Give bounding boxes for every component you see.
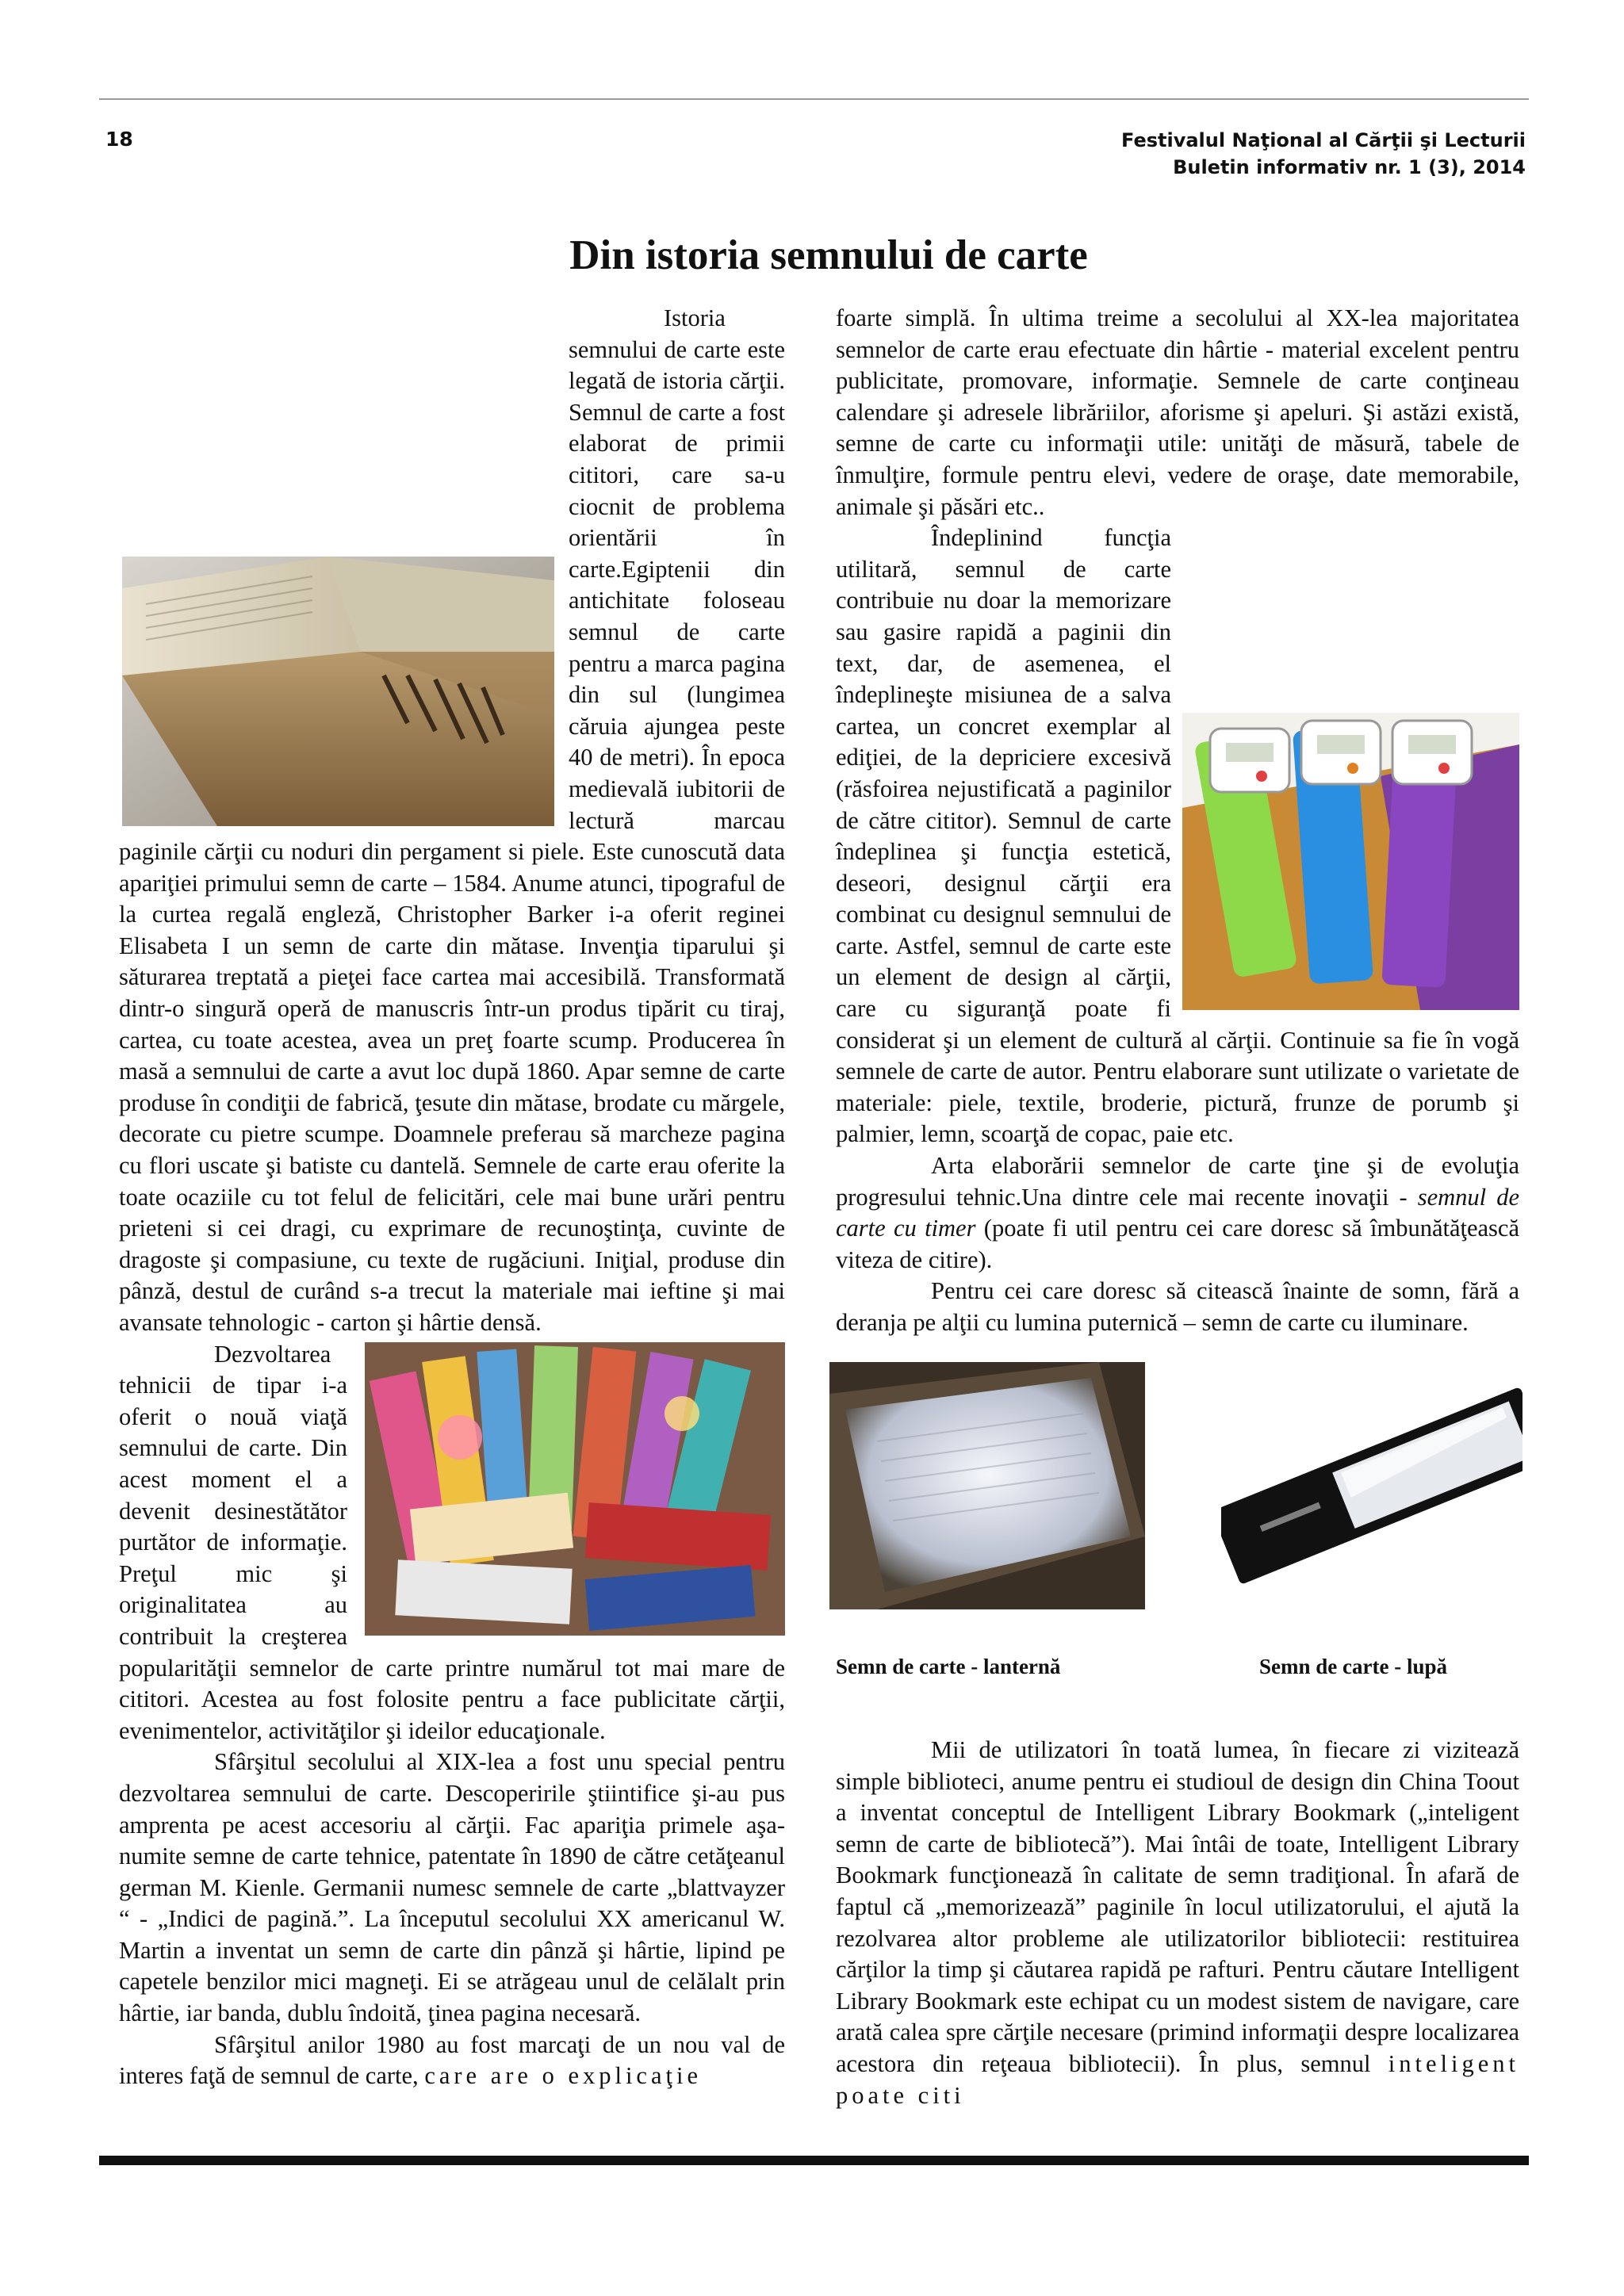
- lantern-bookmark-image: [829, 1362, 1145, 1609]
- timer-bookmark-image: [1182, 713, 1519, 1010]
- magnifier-bookmark-photo: [1221, 1362, 1522, 1609]
- bookmarks-collection-photo: [365, 1342, 785, 1636]
- magnifier-bookmark-image: [1221, 1362, 1522, 1609]
- left-paragraph-2-text: Dezvoltarea tehnicii de tipar i-a oferit o nouă viaţă semnului de carte. Din acest moment el a devenit desinestătător purtător de informaţie. Preţul mic şi originalitatea au contribuit la creşterea popularităţii semnelor de carte printre numărul tot mai mare de cititori. Acestea au fost folosite pentru a face publicitate cărţii, evenimentelor, activităţilor şi ideilor educaţionale.: [119, 1340, 785, 1744]
- right-paragraph-4: Pentru cei care doresc să citească înainte de somn, fără a deranja pe alţii cu lumina puternică – semn de carte cu iluminare.: [836, 1277, 1519, 1336]
- lantern-bookmark-photo: [829, 1362, 1145, 1609]
- timer-bookmark-photo: [1182, 713, 1519, 1010]
- right-paragraph-1: foarte simplă. În ultima treime a secolului al XX-lea majoritatea semnelor de carte erau efectuate din hârtie - material excelent pentru publicitate, promovare, informaţie. Semnele de carte conţineau calendare şi adresele librăriilor, aforisme şi apeluri. Şi astăzi există, semne de carte cu informaţii utile: unităţi de măsură, tabele de înmulţire, formule pentru elevi, vedere de oraşe, date memorabile, animale şi păsări etc..: [836, 304, 1519, 520]
- right-paragraph-3-end: (poate fi util pentru cei care doresc să îmbunătăţească viteza de citire).: [836, 1215, 1519, 1273]
- left-paragraph-2: [119, 1339, 785, 1747]
- right-paragraph-5-start: Mii de utilizatori în toată lumea, în fiecare zi vizitează simple biblioteci, anume pentru ei studioul de design din China Toout a inventat conceptul de Intelligent Library Bookmark („inteligent semn de carte de bibliotecă”). Mai întâi de toate, Intelligent Library Bookmark funcţionează în calitate de semn tradiţional. În afară de faptul că „memorizează” paginile în locul utilizatorului, el ajută la rezolvarea altor probleme ale utilizatorilor bibliotecii: restituirea cărţilor la timp şi căutarea rapidă pe rafturi. Pentru căutare Intelligent Library Bookmark este echipat cu un modest sistem de navigare, care arată calea spre cărţile necesare (primind informaţii despre localizarea acestora din reţeaua bibliotecii). În plus, semnul: [836, 1736, 1519, 2077]
- right-paragraph-5: [836, 1735, 1519, 2111]
- left-paragraph-3: Sfârşitul secolului al XIX-lea a fost unu special pentru dezvoltarea semnului de carte. Descoperirile ştiintifice şi-au pus amprenta pe acest accesoriu al cărţii. Fac apariţia primele aşa-numite semne de carte tehnice, patentate în 1890 de către cetăţeanul german M. Kienle. Germanii numesc semnele de carte „blattvayzer “ - „Indici de pagină.”. La începutul secolului XX americanul W. Martin a inventat un semn de carte din pânză şi hârtie, lipind pe capetele benzilor mici magneţi. Ei se atrăgeau unul de celălalt prin hârtie, iar banda, dublu îndoită, ţinea pagina necesară.: [119, 1748, 785, 2027]
- page-number: 18: [105, 128, 133, 151]
- old-book-image: [122, 557, 554, 826]
- right-paragraph-2-text: Îndeplinind funcţia utilitară, semnul de carte contribuie nu doar la memorizare sau gasire rapidă a paginii din text, dar, de asemenea, el îndeplineşte misiunea de a salva cartea, un concret exemplar al ediţiei, de la depriciere excesivă (răsfoirea nejustificată a paginilor de către cititor). Semnul de carte îndeplinea şi funcţia estetică, deseori, designul cărţii era combinat cu designul semnului de carte. Astfel, semnul de carte este un element de design al cărţii, care cu siguranţă poate fi considerat şi un element de cultură al cărţii. Continuie sa fie în vogă semnele de carte de autor. Pentru elaborare sunt utilizate o varietate de materiale: piele, textile, broderie, pictură, frunze de porumb şi palmier, lemn, scoarţă de copac, paie etc.: [836, 524, 1519, 1148]
- publication-header: [1121, 127, 1526, 181]
- left-column: [119, 303, 785, 2092]
- bottom-rule: [99, 2156, 1529, 2165]
- lantern-caption: Semn de carte - lanternă: [836, 1655, 1061, 1678]
- bulletin-info: Buletin informativ nr. 1 (3), 2014: [1173, 156, 1526, 178]
- left-paragraph-1: Istoria semnului de carte este legată de istoria cărţii. Semnul de carte a fost elaborat de primii cititori, care sa-u ciocnit de problema orientării în carte.Egiptenii din antichitate foloseau semnul de carte pentru a marca pagina din sul (lungimea căruia ajungea peste 40 de metri). În epoca medievală iubitorii de lectură marcau paginile cărţii cu noduri din pergament si piele. Este cunoscută data apariţiei primului semn de carte – 1584. Anume atunci, tipograful de la curtea regală engleză, Christopher Barker i-a oferit reginei Elisabeta I un semn de carte din mătase. Invenţia tiparului şi săturarea treptată a pieţei face cartea mai accesibilă. Transformată dintr-o singură operă de manuscris într-un produs tipărit cu tiraj, cartea, cu toate acestea, avea un preţ foarte scump. Producerea în masă a semnului de carte a avut loc după 1860. Apar semne de carte produse în condiţii de fabrică, ţesute din mătase, brodate cu mărgele, decorate cu pietre scumpe. Doamnele preferau să marcheze pagina cu flori uscate şi batiste cu dantelă. Semnele de carte erau oferite la toate ocaziile cu tot felul de felicitări, cele mai bune urări pentru prieteni si cei dragi, cu exprimare de recunoştinţa, cuvinte de dragoste şi compasiune, cu texte de rugăciuni. Iniţial, produse din pânză, destul de curând s-a trecut la materiale mai ieftine şi mai avansate tehnologic - carton şi hârtie densă.: [119, 304, 785, 1336]
- article-title: Din istoria semnului de carte: [569, 232, 1088, 278]
- magnifier-caption: Semn de carte - lupă: [1259, 1655, 1447, 1678]
- top-rule: [99, 98, 1529, 100]
- left-paragraph-4-start: Sfârşitul anilor 1980 au fost marcaţi de un nou val de interes faţă de semnul de carte,: [119, 2030, 785, 2090]
- publication-title: Festivalul Naţional al Cărţii şi Lecturii: [1121, 129, 1526, 151]
- left-paragraph-4-end: care are o explicaţie: [424, 2062, 702, 2090]
- right-column: [836, 303, 1519, 1339]
- right-paragraph-3: [836, 1150, 1519, 1276]
- right-bottom-column: [836, 1735, 1519, 2111]
- bookmarks-collection-image: [365, 1342, 785, 1636]
- right-paragraph-3-start: Arta elaborării semnelor de carte ţine şi de evoluţia progresului tehnic.Una dintre cele mai recente inovaţii -: [836, 1152, 1519, 1211]
- right-paragraph-5-end: inteligent poate citi: [836, 2049, 1519, 2109]
- left-paragraph-4: [119, 2030, 785, 2092]
- right-paragraph-2: [836, 522, 1519, 1150]
- timer-bookmark-term: semnul de carte cu timer: [836, 1183, 1520, 1242]
- old-book-photo: [122, 557, 554, 826]
